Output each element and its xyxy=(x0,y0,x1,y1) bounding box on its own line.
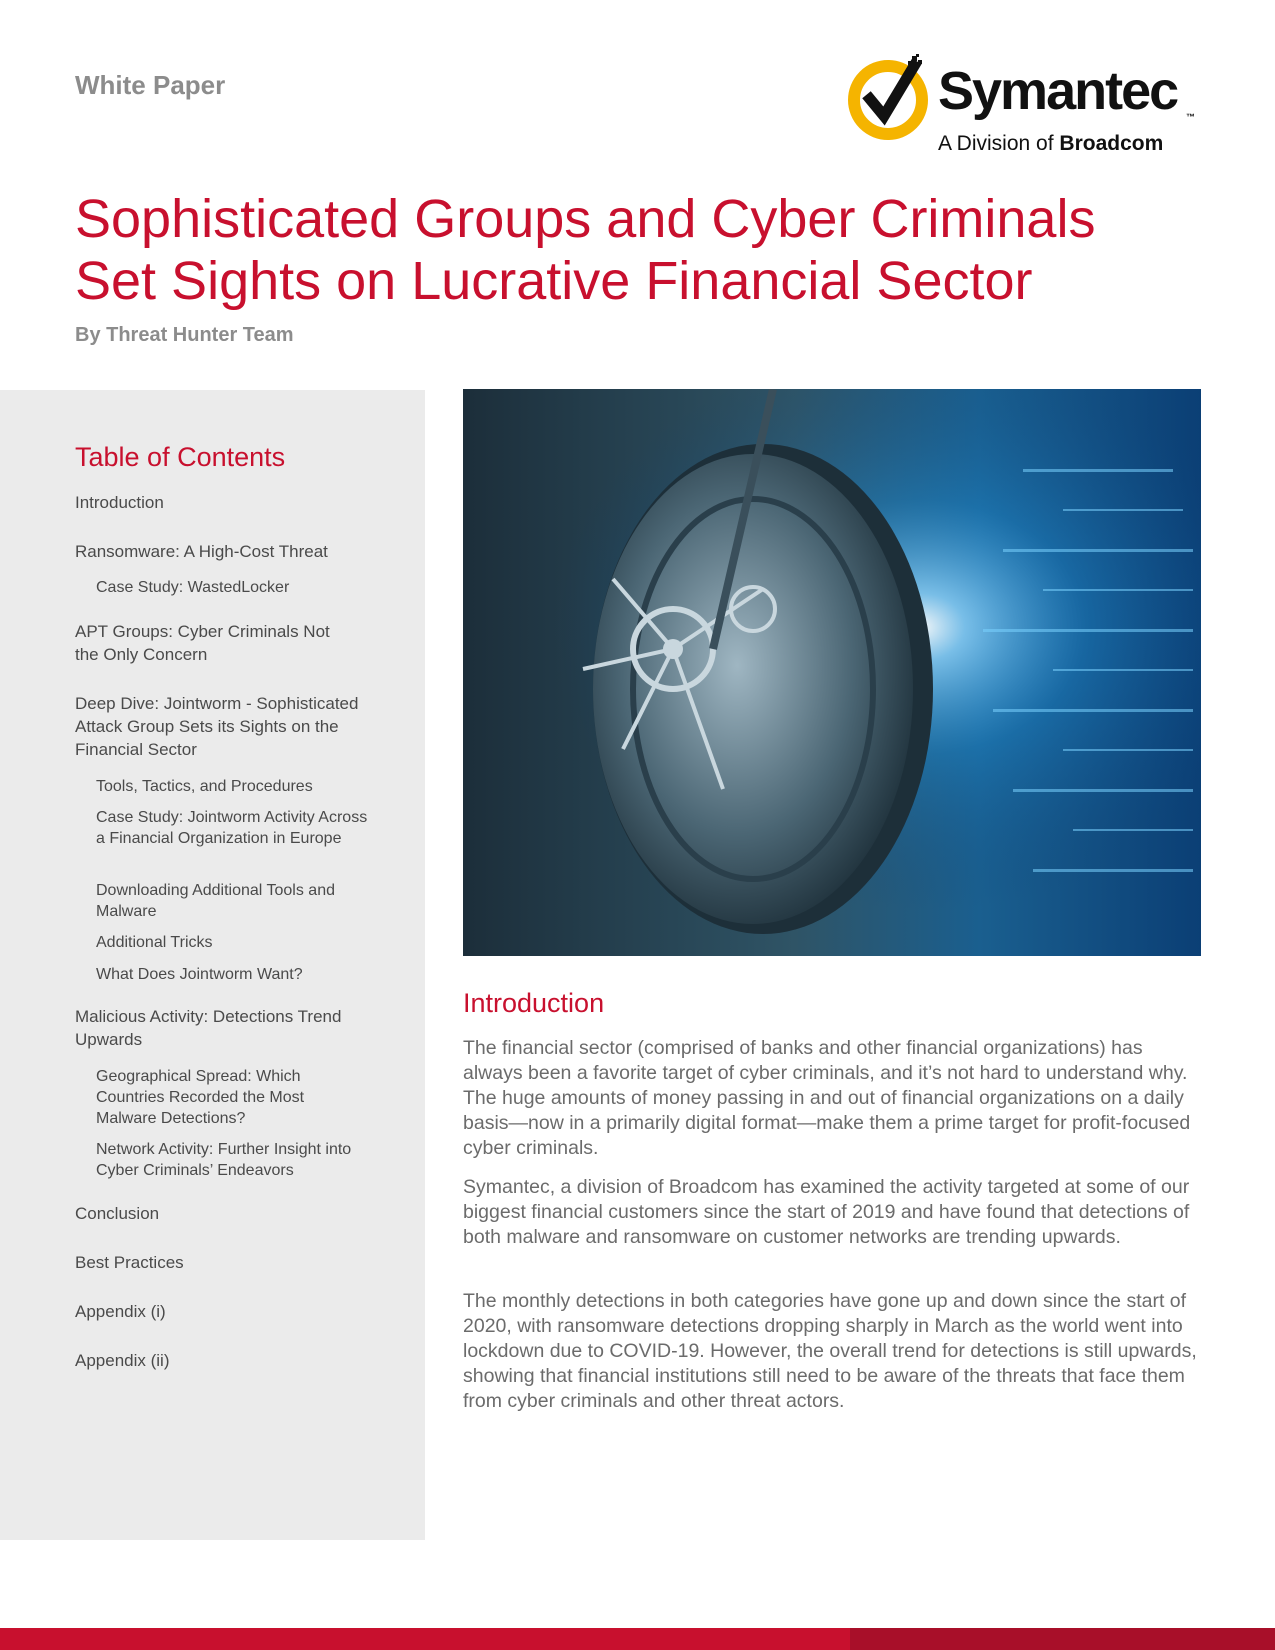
check-circle-icon xyxy=(848,54,934,142)
footer-bar-segment xyxy=(850,1628,1275,1650)
intro-paragraph: Symantec, a division of Broadcom has examined the activity targeted at some of our biggest financial customers since the start of 2019 and have found that detections of both malware and ransomware on customer networks are trending upwards. xyxy=(463,1176,1190,1248)
footer-bar xyxy=(0,1628,1275,1650)
intro-paragraph: The financial sector (comprised of banks and other financial organizations) has always been a favorite target of cyber criminals, and it’s not hard to understand why. The huge amounts of money passing in and out of financial organizations on a daily basis—now in a primarily digital format—make them a prime target for profit-focused cyber criminals. xyxy=(463,1037,1191,1159)
toc-link-introduction[interactable]: Introduction xyxy=(75,493,164,512)
toc-link-jointworm-case-study[interactable]: Case Study: Jointworm Activity Across a Financial Organization in Europe xyxy=(96,809,368,847)
toc-link-additional-tricks[interactable]: Additional Tricks xyxy=(96,934,213,951)
toc-link-conclusion[interactable]: Conclusion xyxy=(75,1204,160,1223)
toc-link-appendix-i[interactable]: Appendix (i) xyxy=(75,1302,166,1321)
division-prefix: A Division of xyxy=(938,132,1054,155)
document-type-label: White Paper xyxy=(75,70,226,100)
toc-link-geographical-spread[interactable]: Geographical Spread: Which Countries Recorded the Most Malware Detections? xyxy=(96,1068,305,1127)
vault-door-illustration xyxy=(463,389,1201,956)
title-line: Set Sights on Lucrative Financial Sector xyxy=(75,251,1033,311)
toc-link-downloading-tools[interactable]: Downloading Additional Tools and Malware xyxy=(96,882,335,920)
toc-link-malicious-activity[interactable]: Malicious Activity: Detections Trend Upwards xyxy=(75,1007,342,1049)
page-title xyxy=(75,188,1215,312)
division-name: Broadcom xyxy=(1059,132,1164,155)
toc-link-apt-groups[interactable]: APT Groups: Cyber Criminals Not the Only Concern xyxy=(75,622,330,664)
byline: By Threat Hunter Team xyxy=(75,324,294,346)
toc-link-deep-dive[interactable]: Deep Dive: Jointworm - Sophisticated Attack Group Sets its Sights on the Financial Sector xyxy=(75,694,359,759)
toc-link-wastedlocker[interactable]: Case Study: WastedLocker xyxy=(96,579,290,596)
logo-brand-text: Symantec xyxy=(938,61,1178,121)
hero-image xyxy=(463,389,1201,956)
toc-link-jointworm-want[interactable]: What Does Jointworm Want? xyxy=(96,966,303,983)
toc-link-best-practices[interactable]: Best Practices xyxy=(75,1253,184,1272)
symantec-logo xyxy=(848,44,1200,162)
section-title-introduction: Introduction xyxy=(463,988,605,1018)
toc-title: Table of Contents xyxy=(75,442,286,472)
intro-paragraph: The monthly detections in both categories have gone up and down since the start of 2020, with ransomware detections dropping sharply in March as the world went into lockdown due to COVID-19. However, the overall trend for detections is still upwards, showing that financial institutions still need to be aware of the threats that face them from cyber criminals and other threat actors. xyxy=(463,1290,1197,1412)
logo-trademark: ™ xyxy=(1186,112,1195,122)
toc-link-ttps[interactable]: Tools, Tactics, and Procedures xyxy=(96,778,313,795)
toc-link-ransomware[interactable]: Ransomware: A High-Cost Threat xyxy=(75,542,328,561)
title-line: Sophisticated Groups and Cyber Criminals xyxy=(75,189,1096,249)
toc-link-network-activity[interactable]: Network Activity: Further Insight into Cyber Criminals’ Endeavors xyxy=(96,1141,352,1179)
logo-division-text xyxy=(938,132,1163,156)
toc-link-appendix-ii[interactable]: Appendix (ii) xyxy=(75,1351,170,1370)
